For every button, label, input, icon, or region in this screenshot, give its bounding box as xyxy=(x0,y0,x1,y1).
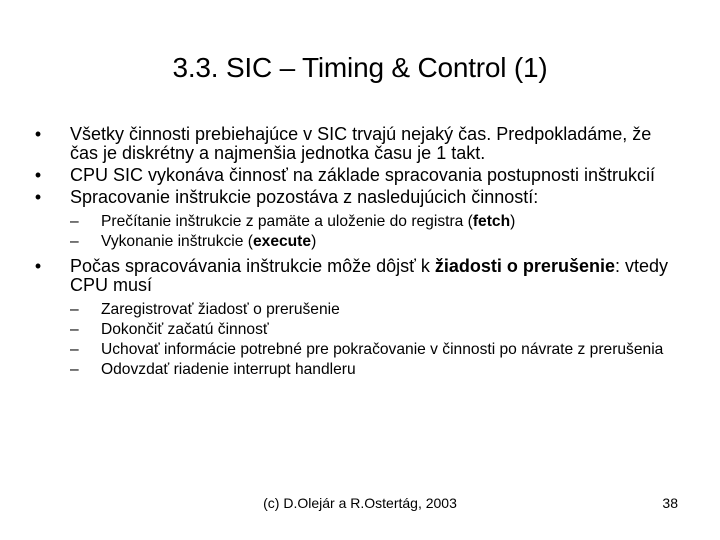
dash-icon: – xyxy=(70,301,79,318)
sub-bullet-text: Odovzdať riadenie interrupt handleru xyxy=(101,361,356,378)
sub-bullet-item xyxy=(70,361,678,379)
sub-bullet-text: Vykonanie inštrukcie ( xyxy=(101,233,253,250)
sub-bullet-text: ) xyxy=(510,213,516,230)
bullet-icon: • xyxy=(34,256,42,276)
bullet-icon: • xyxy=(34,187,42,207)
sub-bullet-item xyxy=(70,213,678,231)
sub-bullet-item xyxy=(70,301,678,319)
bullet-text: Počas spracovávania inštrukcie môže dôjsť k xyxy=(70,256,435,276)
sub-bullet-text: Prečítanie inštrukcie z pamäte a uloženie do registra ( xyxy=(101,213,473,230)
bullet-text: Všetky činnosti prebiehajúce v SIC trvajú nejaký čas. Predpokladáme, že čas je diskrétny a najmenšia jednotka času je 1 takt. xyxy=(70,124,652,163)
sub-bullet-bold: execute xyxy=(252,233,312,250)
dash-icon: – xyxy=(70,341,79,358)
sub-bullet-text: Zaregistrovať žiadosť o prerušenie xyxy=(101,301,340,318)
dash-icon: – xyxy=(70,233,79,250)
bullet-list xyxy=(28,125,678,379)
sub-bullet-item xyxy=(70,321,678,339)
footer-credit: (c) D.Olejár a R.Ostertág, 2003 xyxy=(263,495,457,511)
bullet-text: CPU SIC vykonáva činnosť na základe spracovania postupnosti inštrukcií xyxy=(70,165,656,185)
sub-bullet-text: Dokončiť začatú činnosť xyxy=(101,321,269,338)
bullet-item-1 xyxy=(28,125,678,163)
bullet-item-4 xyxy=(28,257,678,379)
bullet-icon: • xyxy=(34,124,42,144)
bullet-item-3 xyxy=(28,188,678,251)
sub-bullet-item xyxy=(70,233,678,251)
sub-bullet-list xyxy=(70,301,678,379)
dash-icon: – xyxy=(70,321,79,338)
sub-bullet-list xyxy=(70,213,678,251)
bullet-text: Spracovanie inštrukcie pozostáva z nasledujúcich činností: xyxy=(70,187,539,207)
bullet-text: : vtedy CPU musí xyxy=(70,256,668,295)
dash-icon: – xyxy=(70,213,79,230)
sub-bullet-text: Uchovať informácie potrebné pre pokračovanie v činnosti po návrate z prerušenia xyxy=(101,341,664,358)
sub-bullet-bold: fetch xyxy=(472,213,511,230)
sub-bullet-text: ) xyxy=(311,233,317,250)
dash-icon: – xyxy=(70,361,79,378)
slide-content xyxy=(28,125,678,385)
slide-title: 3.3. SIC – Timing & Control (1) xyxy=(172,52,548,83)
bullet-item-2 xyxy=(28,166,678,185)
bullet-icon: • xyxy=(34,165,42,185)
sub-bullet-item xyxy=(70,341,678,359)
page-number: 38 xyxy=(662,495,678,511)
bullet-bold: žiadosti o prerušenie xyxy=(434,256,615,276)
